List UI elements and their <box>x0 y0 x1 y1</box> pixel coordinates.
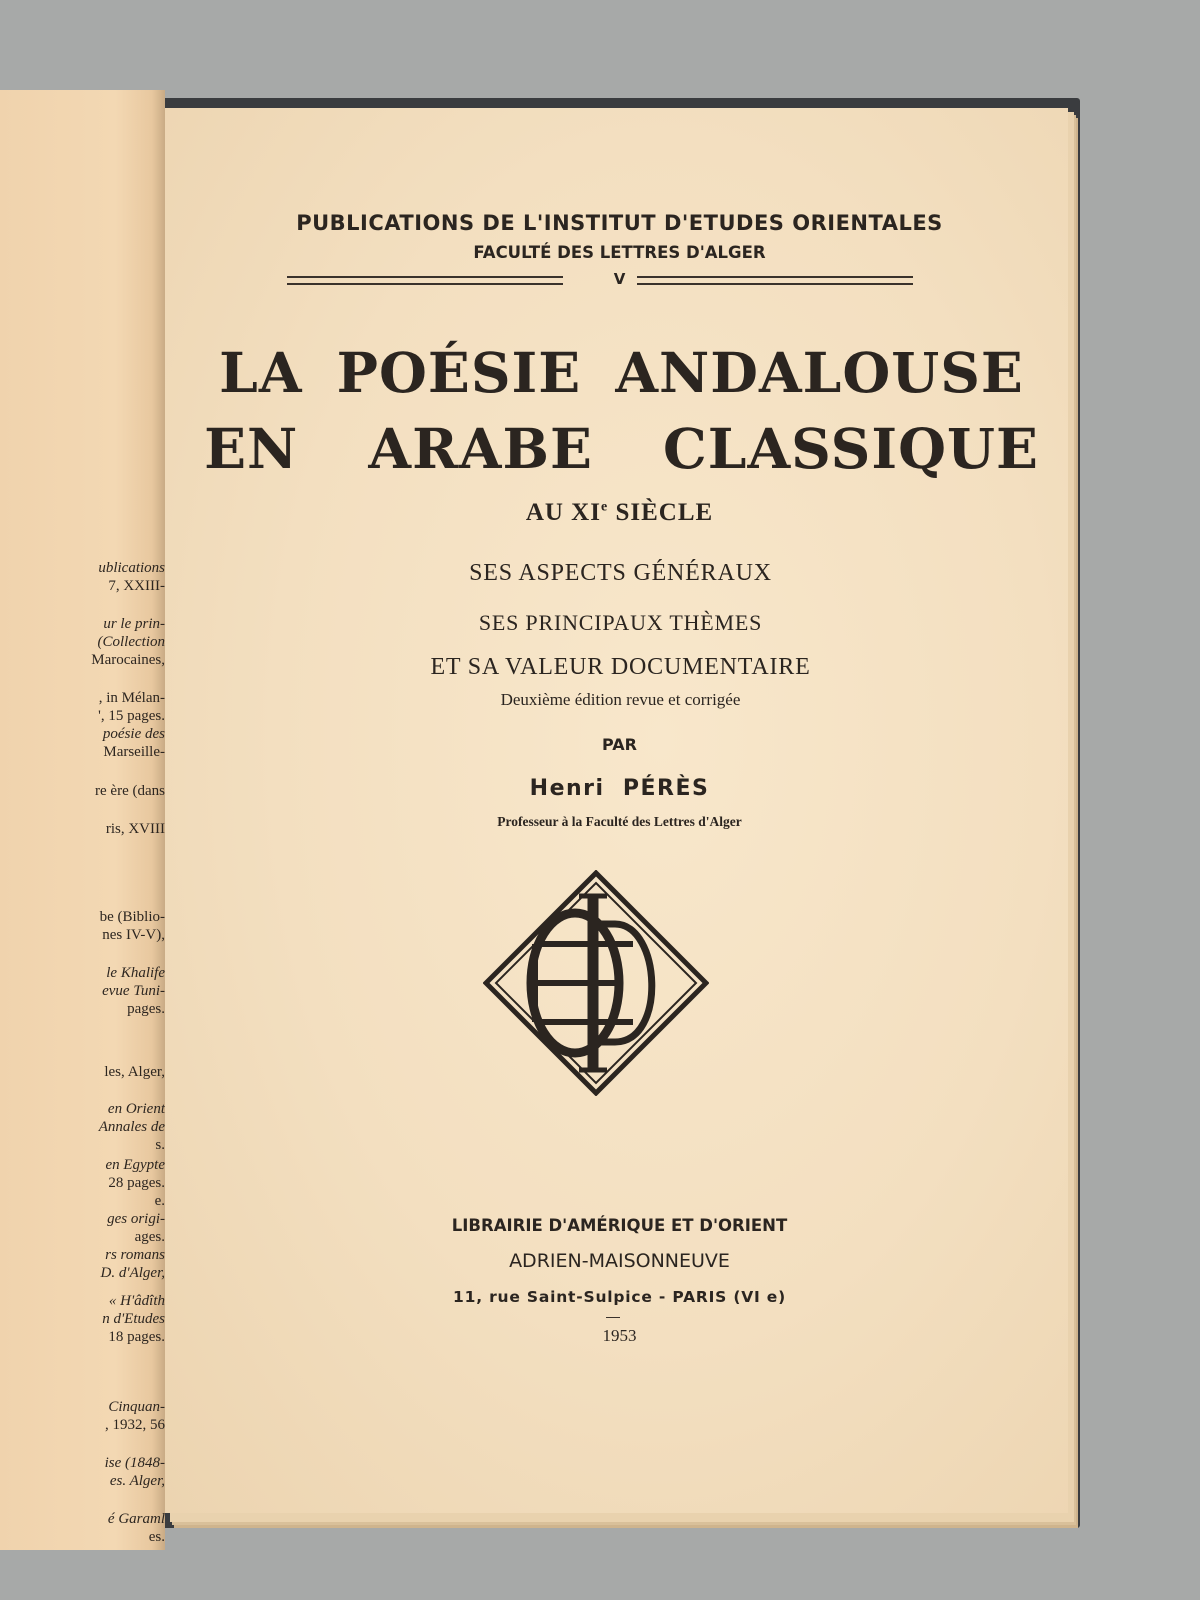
left-page-line: pages. <box>127 1001 165 1017</box>
par-label: PAR <box>602 735 637 754</box>
century: AU XIe SIÈCLE <box>525 499 714 526</box>
left-page-line: D. d'Alger, <box>100 1265 165 1281</box>
left-page-line: le Khalife <box>106 965 165 981</box>
subtitle-2: SES PRINCIPAUX THÈMES <box>478 610 763 635</box>
left-page-line: be (Biblio- <box>99 909 165 925</box>
left-page-line: (Collection <box>97 634 165 650</box>
publisher-address: 11, rue Saint-Sulpice - PARIS (VI e) <box>453 1288 786 1306</box>
left-page-line: en Egypte <box>105 1157 165 1173</box>
title-line-2: EN ARABE CLASSIQUE <box>204 416 1039 481</box>
left-page-line: poésie des <box>102 726 165 742</box>
edition-note: Deuxième édition revue et corrigée <box>500 690 741 709</box>
title-page <box>165 108 1068 1513</box>
left-page-line: les, Alger, <box>104 1064 165 1080</box>
left-page-line: rs romans <box>105 1247 165 1263</box>
left-page-line: « H'âdîth <box>108 1293 165 1309</box>
title-line-1: LA POÉSIE ANDALOUSE <box>219 340 1024 405</box>
left-page-line: en Orient <box>107 1101 165 1117</box>
left-page-line: ise (1848- <box>104 1455 165 1471</box>
left-page-line: ges origi- <box>107 1211 165 1227</box>
left-page-line: ', 15 pages. <box>98 708 165 724</box>
left-page-line: 7, XXIII- <box>108 578 165 594</box>
series-title: PUBLICATIONS DE L'INSTITUT D'ETUDES ORIENTALES <box>296 211 943 235</box>
subtitle-1: SES ASPECTS GÉNÉRAUX <box>469 560 772 586</box>
left-page-line: ublications <box>98 560 165 576</box>
left-page-line: s. <box>155 1137 165 1153</box>
left-page-line: ur le prin- <box>103 616 165 632</box>
author-title: Professeur à la Faculté des Lettres d'Alger <box>497 814 742 829</box>
series-subtitle: FACULTÉ DES LETTRES D'ALGER <box>473 243 766 262</box>
left-page-line: nes IV-V), <box>102 927 165 943</box>
left-page-line: Marseille- <box>103 744 165 760</box>
left-page-line: re ère (dans <box>95 783 165 799</box>
institute-monogram-icon <box>483 870 709 1096</box>
left-page-line: ris, XVIII <box>105 821 165 837</box>
subtitle-3: ET SA VALEUR DOCUMENTAIRE <box>430 654 811 680</box>
publisher-name: ADRIEN-MAISONNEUVE <box>509 1250 730 1272</box>
left-page-line: e. <box>154 1193 165 1209</box>
author-name: Henri PÉRÈS <box>529 776 710 801</box>
left-page-line: Annales de <box>98 1119 165 1135</box>
left-page-line: es. <box>148 1529 165 1545</box>
left-page <box>0 90 165 1550</box>
left-page-line: é Garaml <box>107 1511 165 1527</box>
left-page-line: 28 pages. <box>108 1175 165 1191</box>
left-page-line: es. Alger, <box>109 1473 165 1489</box>
left-page-line: ages. <box>134 1229 165 1245</box>
publisher: LIBRAIRIE D'AMÉRIQUE ET D'ORIENT <box>451 1216 788 1235</box>
left-page-line: Cinquan- <box>108 1399 165 1415</box>
series-number: V <box>613 270 626 288</box>
left-page-line: evue Tuni- <box>102 983 165 999</box>
left-page-line: , 1932, 56 <box>105 1417 165 1433</box>
publication-year: 1953 <box>602 1326 637 1345</box>
series-rule-right <box>637 276 913 285</box>
left-page-line: Marocaines, <box>91 652 165 668</box>
left-page-line: 18 pages. <box>108 1329 165 1345</box>
year-dash <box>606 1317 620 1318</box>
left-page-line: , in Mélan- <box>98 690 165 706</box>
left-page-line: n d'Etudes <box>102 1311 165 1327</box>
